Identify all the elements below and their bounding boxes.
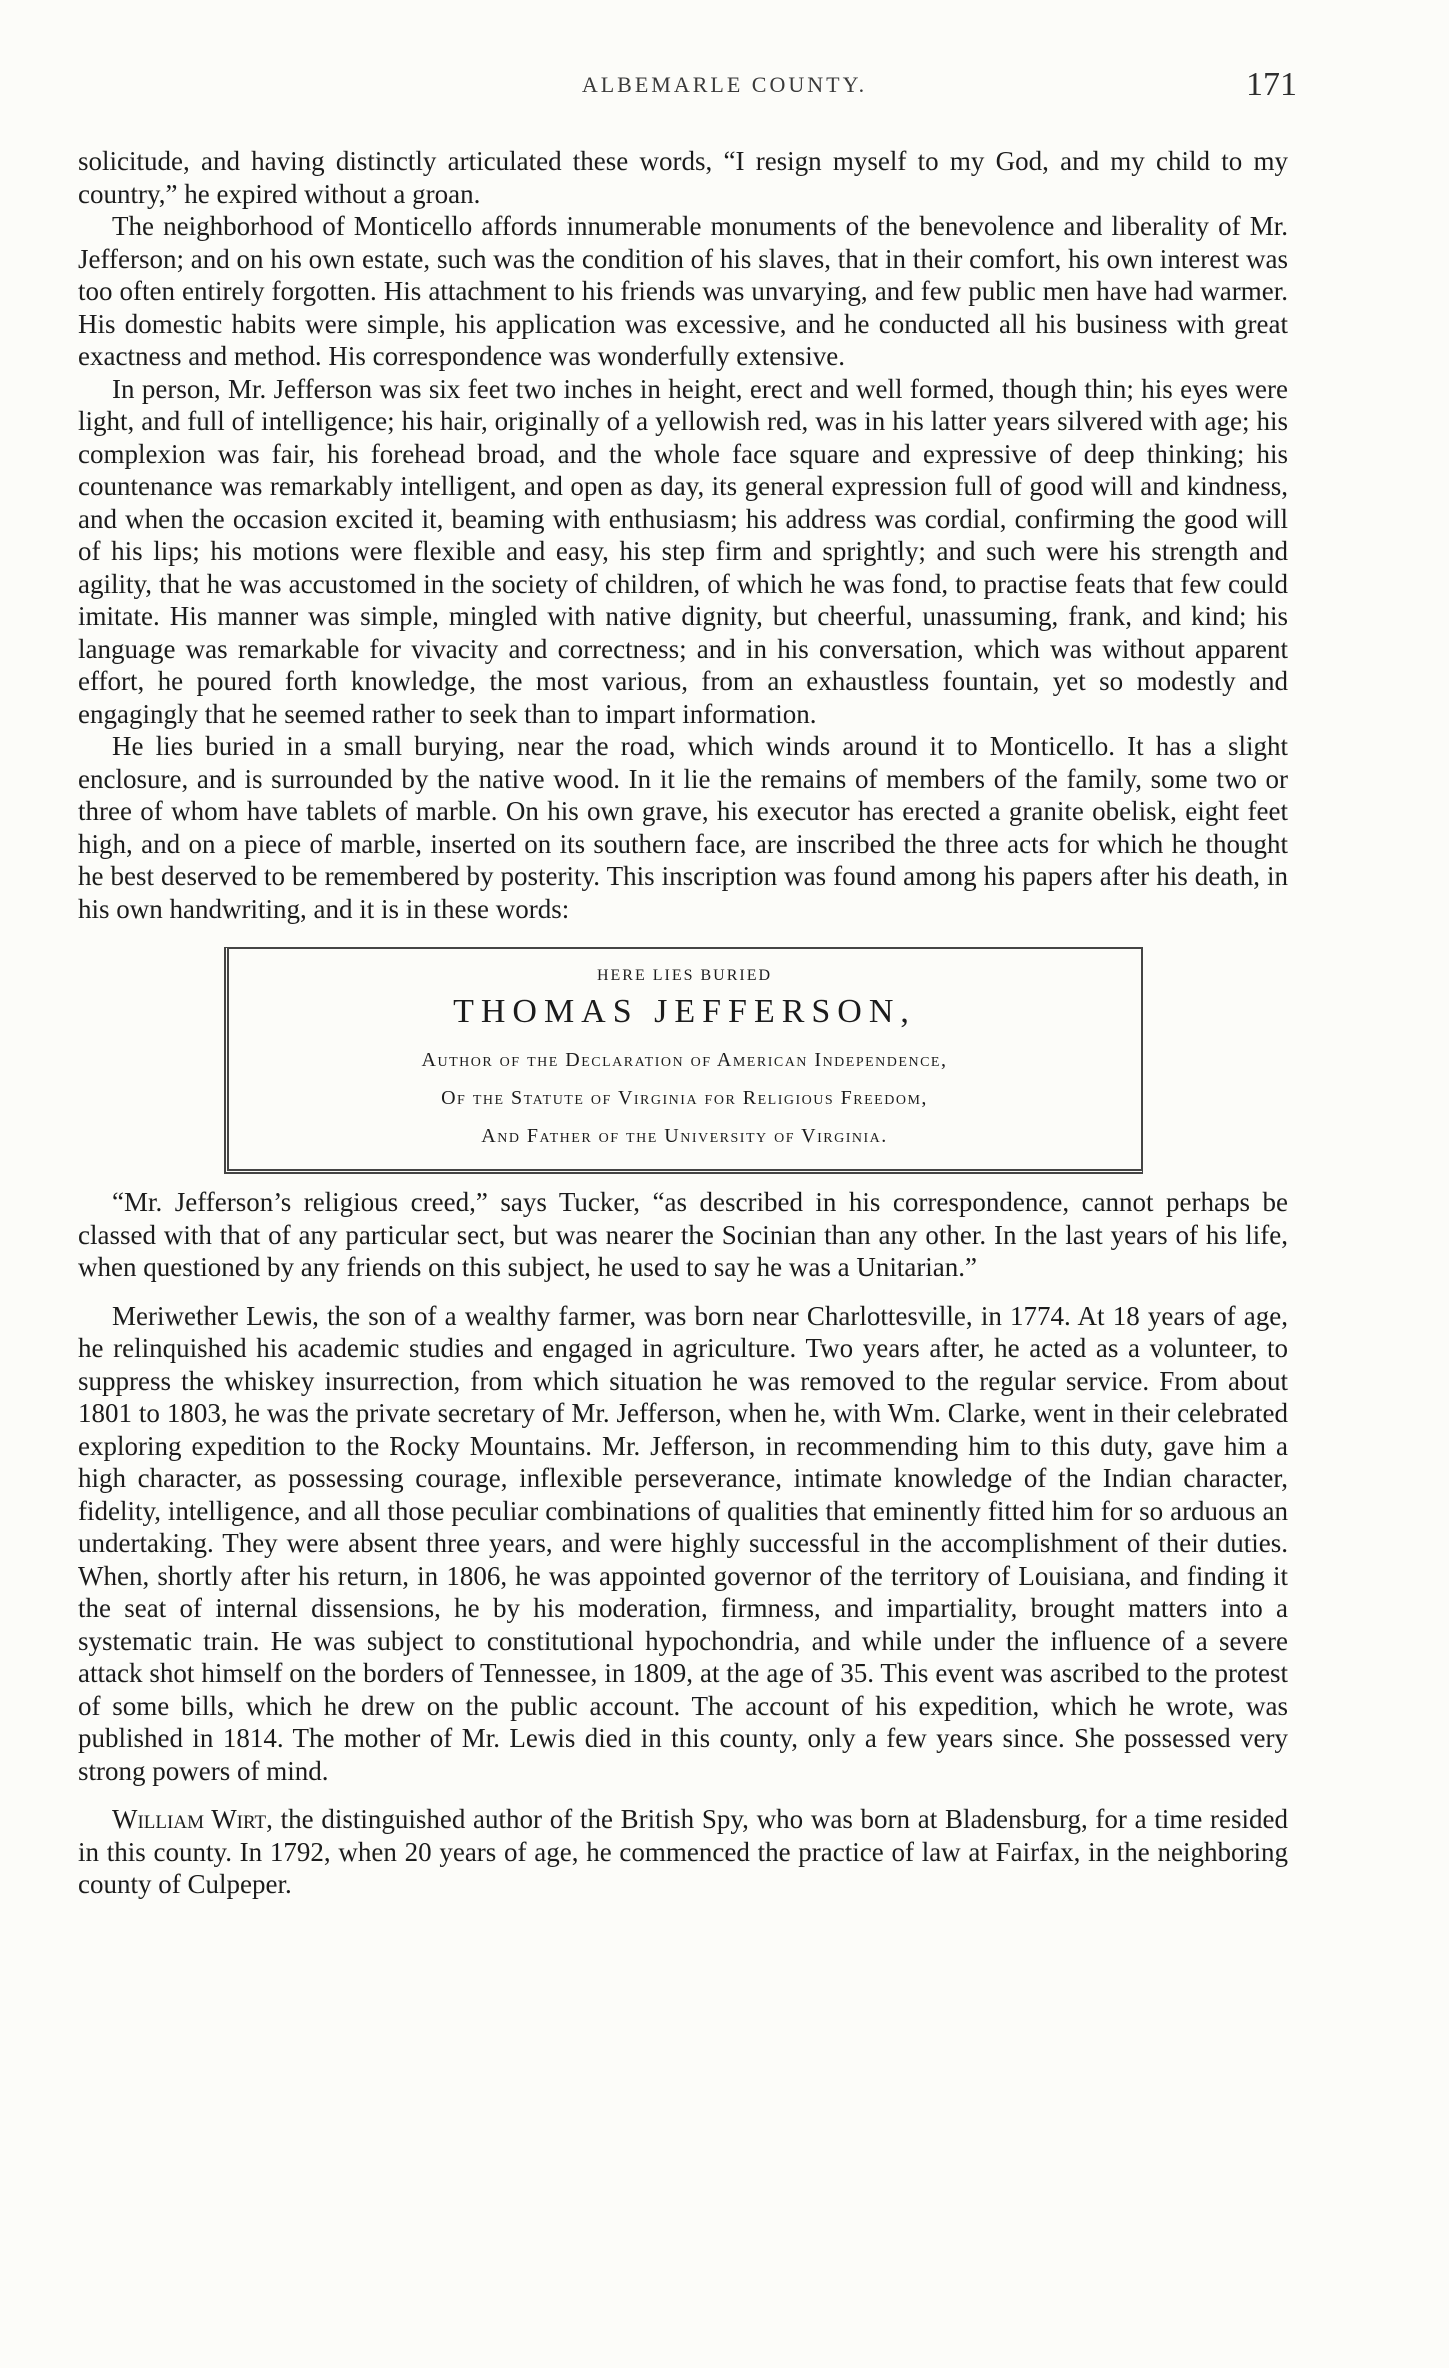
inscription-line-declaration: Author of the Declaration of American Independence, [421, 1049, 948, 1071]
body-text [78, 145, 1288, 1901]
inscription-heading: HERE LIES BURIED [596, 967, 773, 984]
page-number: 171 [1246, 66, 1297, 103]
paragraph-monticello-neighborhood: The neighborhood of Monticello affords innumerable monuments of the benevolence and liberality of Mr. Jefferson; and on his own estate, such was the condition of his slaves, that in their comfort, his own interest was too often entirely forgotten. His attachment to his friends was unvarying, and few public men have had warmer. His domestic habits were simple, his application was excessive, and he conducted all his business with great exactness and method. His correspondence was wonderfully extensive. [78, 211, 1288, 371]
william-wirt-name: William Wirt, [112, 1804, 273, 1834]
inscription-line-statute: Of the Statute of Virginia for Religious Freedom, [441, 1087, 928, 1109]
william-wirt-text: the distinguished author of the British Spy, who was born at Bladensburg, for a time resided in this county. In 1792, when 20 years of age, he commenced the practice of law at Fairfax, in the neighboring county of Culpeper. [78, 1804, 1288, 1899]
inscription-box [224, 947, 1143, 1174]
paragraph-jefferson-person: In person, Mr. Jefferson was six feet two inches in height, erect and well formed, though thin; his eyes were light, and full of intelligence; his hair, originally of a yellowish red, was in his latter years silvered with age; his complexion was fair, his forehead broad, and the whole face square and expressive of deep thinking; his countenance was remarkably intelligent, and open as day, its general expression full of good will and kindness, and when the occasion excited it, beaming with enthusiasm; his address was cordial, confirming the good will of his lips; his motions were flexible and easy, his step firm and sprightly; and such were his strength and agility, that he was accustomed in the society of children, of which he was fond, to practise feats that few could imitate. His manner was simple, mingled with native dignity, but cheerful, unassuming, frank, and kind; his language was remarkable for vivacity and correctness; and in his conversation, which was without apparent effort, he poured forth knowledge, the most various, from an exhaustless fountain, yet so modestly and engagingly that he seemed rather to seek than to impart information. [78, 373, 1288, 729]
running-title: ALBEMARLE COUNTY. [581, 72, 868, 97]
inscription-name: THOMAS JEFFERSON, [453, 993, 916, 1030]
paragraph-meriwether-lewis: Meriwether Lewis, the son of a wealthy farmer, was born near Charlottesville, in 1774. At 18 years of age, he relinquished his academic studies and engaged in agriculture. Two years after, he acted as a volunteer, to suppress the whiskey insurrection, from which situation he was removed to the regular service. From about 1801 to 1803, he was the private secretary of Mr. Jefferson, when he, with Wm. Clarke, went in their celebrated exploring expedition to the Rocky Mountains. Mr. Jefferson, in recommending him to this duty, gave him a high character, as possessing courage, inflexible perseverance, intimate knowledge of the Indian character, fidelity, intelligence, and all those peculiar combinations of qualities that eminently fitted him for so arduous an undertaking. They were absent three years, and were highly successful in the accomplishment of their duties. When, shortly after his return, in 1806, he was appointed governor of the territory of Louisiana, and finding it the seat of internal dissensions, he by his moderation, firmness, and impartiality, brought matters into a systematic train. He was subject to constitutional hypochondria, and while under the influence of a severe attack shot himself on the borders of Tennessee, in 1809, at the age of 35. This event was ascribed to the protest of some bills, which he drew on the public account. The account of his expedition, which he wrote, was published in 1814. The mother of Mr. Lewis died in this county, only a few years since. She possessed very strong powers of mind. [78, 1300, 1288, 1786]
paragraph-jefferson-death: solicitude, and having distinctly articulated these words, “I resign myself to my God, and my child to my country,” he expired without a groan. [78, 146, 1288, 209]
paragraph-religious-creed: “Mr. Jefferson’s religious creed,” says Tucker, “as described in his correspondence, cannot perhaps be classed with that of any particular sect, but was nearer the Socinian than any other. In the last years of his life, when questioned by any friends on this subject, he used to say he was a Unitarian.” [78, 1187, 1288, 1282]
paragraph-william-wirt [78, 1803, 1288, 1901]
inscription-line-university: And Father of the University of Virginia. [481, 1125, 888, 1147]
paragraph-burial: He lies buried in a small burying, near the road, which winds around it to Monticello. It has a slight enclosure, and is surrounded by the native wood. In it lie the remains of members of the family, some two or three of whom have tablets of marble. On his own grave, his executor has erected a granite obelisk, eight feet high, and on a piece of marble, inserted on its southern face, are inscribed the three acts for which he thought he best deserved to be remembered by posterity. This inscription was found among his papers after his death, in his own handwriting, and it is in these words: [78, 731, 1288, 924]
page-header [0, 66, 1449, 106]
